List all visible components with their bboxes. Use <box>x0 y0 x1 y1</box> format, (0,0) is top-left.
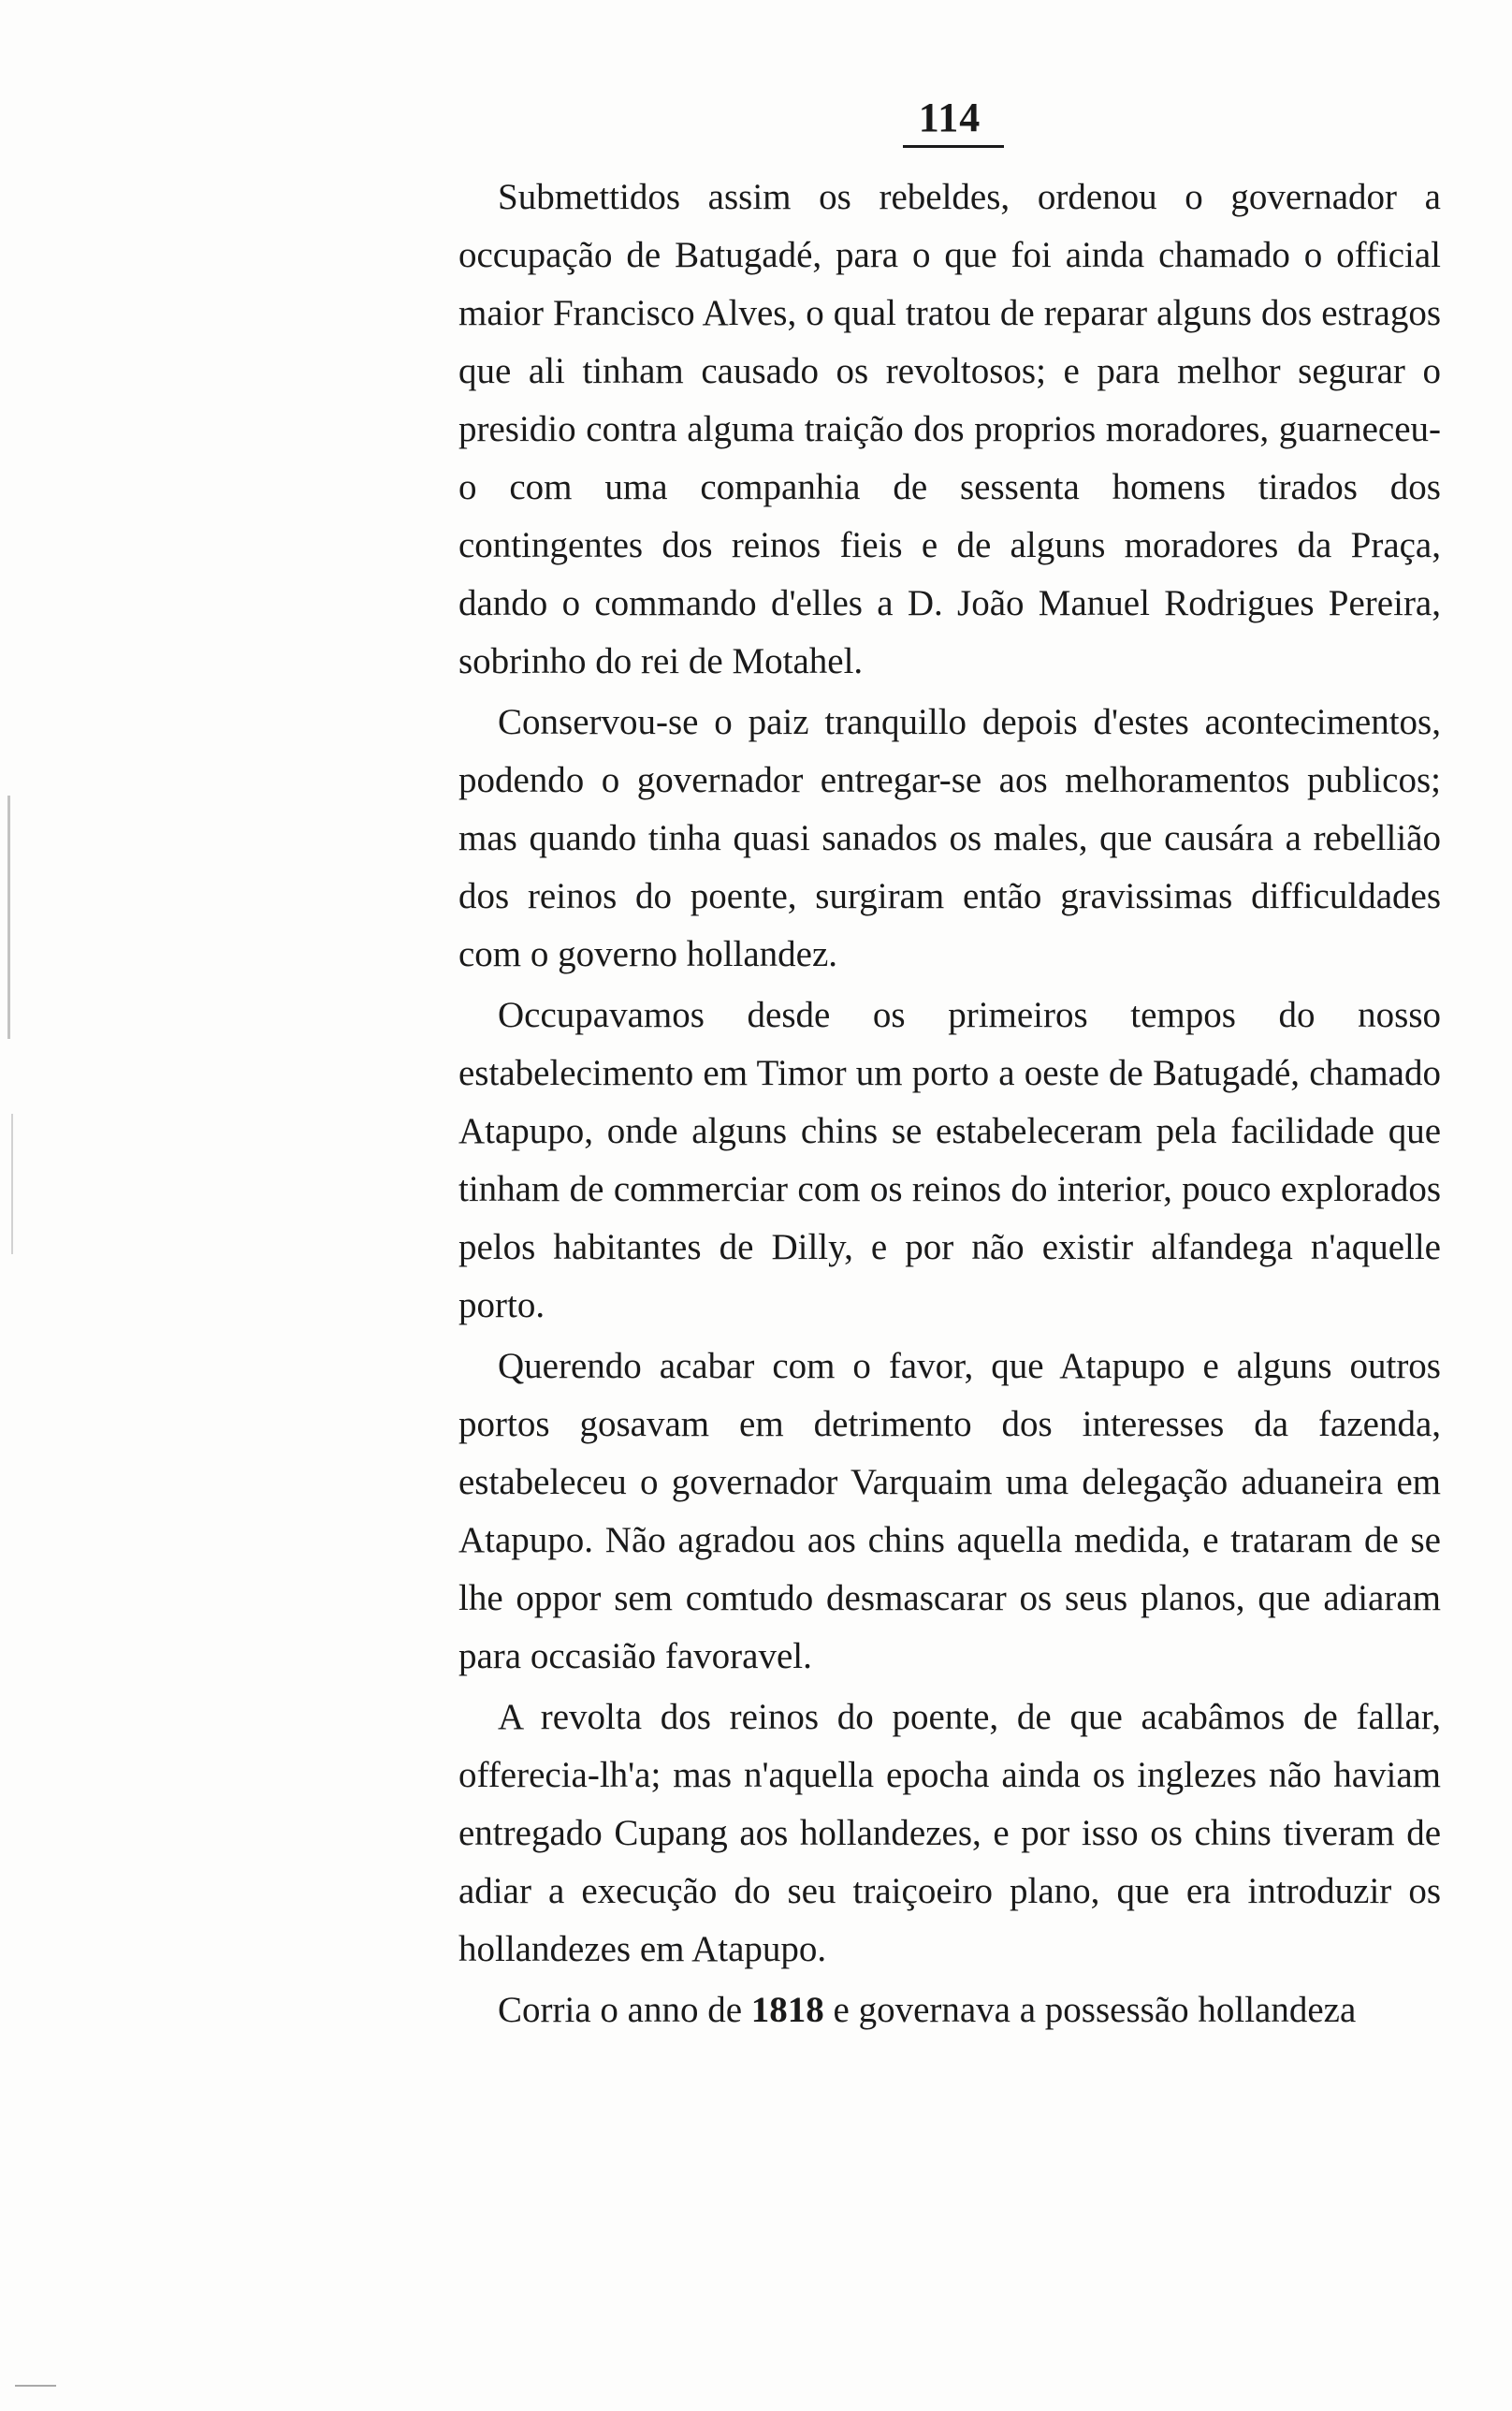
scan-edge-mark <box>7 796 10 1039</box>
paragraph-6-end: e governava a possessão hollandeza <box>823 1990 1357 2030</box>
paragraph-3: Occupavamos desde os primeiros tempos do nosso estabelecimento em Timor um porto a oeste de Batugadé, chamado Atapupo, onde alguns chins se estabeleceram pela facilidade que tinham de commerciar com os reinos do interior, pouco explorados pelos habitantes de Dilly, e por não existir alfandega n'aquelle porto. <box>458 995 1441 1325</box>
paragraph-6-start: Corria o anno de <box>498 1990 751 2030</box>
paragraph-6 <box>458 1981 1441 2039</box>
scan-edge-mark <box>15 2385 56 2387</box>
paragraph-5: A revolta dos reinos do poente, de que acabâmos de fallar, offerecia-lh'a; mas n'aquella epocha ainda os inglezes não haviam entregado Cupang aos hollandezes, e por isso os chins tiveram de adiar a execução do seu traiçoeiro plano, que era introduzir os hollandezes em Atapupo. <box>458 1697 1441 1969</box>
year-1818: 1818 <box>750 1990 824 2030</box>
paragraph-2: Conservou-se o paiz tranquillo depois d'estes acontecimentos, podendo o governador entregar-se aos melhoramentos publicos; mas quando tinha quasi sanados os males, que causára a rebellião dos reinos do poente, surgiram então gravissimas difficuldades com o governo hollandez. <box>458 702 1441 974</box>
scan-edge-mark <box>11 1114 13 1254</box>
paragraph-4: Querendo acabar com o favor, que Atapupo e alguns outros portos gosavam em detrimento dos interesses da fazenda, estabeleceu o governador Varquaim uma delegação aduaneira em Atapupo. Não agradou aos chins aquella medida, e trataram de se lhe oppor sem comtudo desmascarar os seus planos, que adiaram para occasião favoravel. <box>458 1346 1441 1676</box>
page-number: 114 <box>918 95 981 140</box>
body-text <box>458 168 1441 2039</box>
paragraph-1: Submettidos assim os rebeldes, ordenou o governador a occupação de Batugadé, para o que foi ainda chamado o official maior Francisco Alves, o qual tratou de reparar alguns dos estragos que ali tinham causado os revoltosos; e para melhor segurar o presidio contra alguma traição dos proprios moradores, guarneceu-o com uma companhia de sessenta homens tirados dos contingentes dos reinos fieis e de alguns moradores da Praça, dando o commando d'elles a D. João Manuel Rodrigues Pereira, sobrinho do rei de Motahel. <box>458 177 1441 681</box>
page-number-rule <box>903 145 1004 148</box>
